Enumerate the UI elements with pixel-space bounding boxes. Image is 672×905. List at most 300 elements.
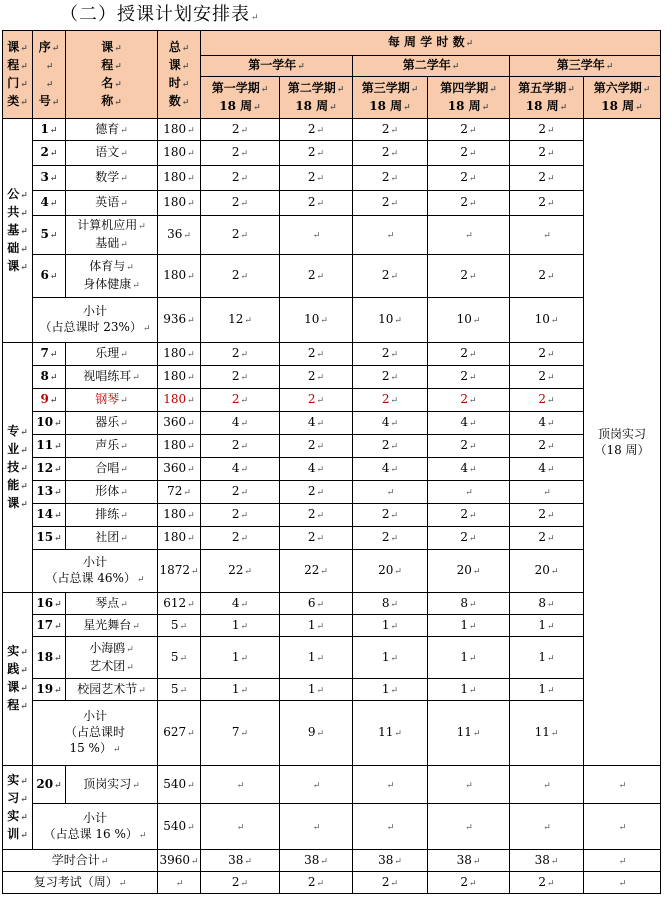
return-mark: ↵ [543,822,551,833]
cell-value: 2 [460,121,469,136]
return-mark: ↵ [472,729,481,739]
cell-value: 2 [381,507,390,521]
return-mark: ↵ [390,442,399,452]
return-mark: ↵ [469,174,477,184]
return-mark: ↵ [469,621,477,632]
return-mark: ↵ [316,442,325,452]
cell-value: 4 [381,461,390,475]
term-label: 第五学期 [518,80,567,95]
cell-text: 15 %） [69,741,112,755]
review-row-hours [158,872,201,894]
return-mark: ↵ [469,878,477,889]
return-mark: ↵ [187,419,195,429]
vert-char: 程 [7,57,20,72]
subtotal-label [33,804,158,850]
cell-value: 36 [167,227,183,241]
cell-value: 2 [460,530,469,544]
return-mark: ↵ [120,488,128,498]
subtotal-label [33,298,158,343]
return-mark: ↵ [316,350,325,360]
header-seq [33,31,66,119]
return-mark: ↵ [390,621,399,632]
cell-value: 2 [538,530,547,544]
return-mark: ↵ [547,199,555,209]
return-mark: ↵ [175,878,184,889]
return-mark: ↵ [451,62,460,72]
return-mark: ↵ [240,373,249,383]
term-hours-cell [280,637,353,679]
term-hours-cell [510,166,584,191]
term-hours-cell [201,458,280,481]
cell-value: 2 [307,369,316,383]
cell-text: 身体健康 [83,277,132,291]
return-mark: ↵ [251,13,260,23]
cell-text: 6 [40,268,49,282]
cell-value: 180 [163,507,187,521]
cell-value: 4 [307,415,316,429]
vert-char: 序 [38,39,51,54]
cell-value: 2 [381,874,390,889]
return-mark: ↵ [240,199,249,209]
subtotal-term [510,804,584,850]
term-hours-cell [280,527,353,550]
category-cell [3,343,33,593]
cell-value: 2 [231,874,240,889]
header-course-name [66,31,158,119]
cell-text: 5 [40,227,49,241]
cell-value: 38 [304,852,320,867]
subtotal-hours [158,804,201,850]
term-hours-cell [353,119,428,141]
cell-value: 540 [163,776,187,791]
cell-value: 2 [307,195,316,209]
return-mark: ↵ [120,419,128,429]
course-row [3,435,661,458]
return-mark: ↵ [20,648,28,658]
year-label: 第二学年 [402,58,451,72]
term-hours-cell [280,458,353,481]
term-hours-cell [201,343,280,366]
return-mark: ↵ [132,621,140,632]
return-mark: ↵ [618,822,627,833]
return-mark: ↵ [49,125,58,136]
term-hours-cell [428,166,510,191]
return-mark: ↵ [618,856,627,867]
term-weeks: 18 周 [295,98,329,113]
term-hours-cell [201,191,280,216]
course-number [33,481,66,504]
return-mark: ↵ [20,499,28,510]
return-mark: ↵ [469,396,477,406]
term-hours-cell [510,615,584,637]
course-row [3,593,661,615]
return-mark: ↵ [547,685,555,696]
return-mark: ↵ [20,481,28,492]
course-name [66,766,158,804]
term-hours-cell [280,481,353,504]
return-mark: ↵ [191,567,199,577]
return-mark: ↵ [187,442,195,452]
cell-text: 13 [36,484,54,498]
header-weekly-hours: 每 周 学 时 数↵ [201,31,661,56]
term-hours-cell [428,191,510,216]
course-name [66,255,158,298]
return-mark: ↵ [20,226,28,237]
return-mark: ↵ [45,61,54,72]
term-hours-cell [201,435,280,458]
cell-value: 20 [378,563,394,577]
term-hours-cell [353,141,428,166]
cell-value: 180 [163,121,187,136]
return-mark: ↵ [54,419,62,429]
return-mark: ↵ [120,125,128,136]
course-number [33,766,66,804]
return-mark: ↵ [316,878,325,889]
cell-text: 合唱 [95,461,120,475]
return-mark: ↵ [100,856,109,867]
header-total-hours [158,31,201,119]
vert-char: 共 [7,204,20,219]
vert-char: 总 [168,39,181,54]
return-mark: ↵ [316,125,325,136]
return-mark: ↵ [120,174,128,184]
return-mark: ↵ [547,465,555,475]
subtotal-term [510,550,584,593]
course-number [33,389,66,412]
total-row-term [201,850,280,872]
cell-text: 顶岗实习 [83,776,132,791]
return-mark: ↵ [20,262,28,273]
cell-text: 星光舞台 [83,617,132,632]
term-hours-cell [428,766,510,804]
term-hours-cell [201,593,280,615]
return-mark: ↵ [240,653,249,664]
subtotal-term [201,298,280,343]
cell-value: 2 [231,268,240,282]
course-number [33,637,66,679]
subtotal-term [428,804,510,850]
cell-value: 1 [307,649,316,664]
total-hours-cell [158,191,201,216]
return-mark: ↵ [51,43,60,54]
term-hours-cell [280,412,353,435]
return-mark: ↵ [469,534,477,544]
return-mark: ↵ [547,534,555,544]
vert-char: 号 [38,93,51,108]
cell-text: 乐理 [95,346,120,360]
vert-char: 课 [7,680,20,694]
vert-char: 践 [7,662,20,676]
return-mark: ↵ [187,373,195,383]
subtotal-term [428,550,510,593]
cell-value: 4 [538,415,547,429]
return-mark: ↵ [489,84,497,95]
term-hours-cell [510,366,584,389]
cell-value: 2 [231,530,240,544]
term-weeks: 18 周 [447,98,481,113]
return-mark: ↵ [132,281,140,291]
vert-char: 门 [7,75,20,90]
return-mark: ↵ [605,62,614,72]
review-row-term [353,872,428,894]
total-hours-cell [158,527,201,550]
cell-text: 20 [36,776,54,791]
return-mark: ↵ [547,350,555,360]
term-hours-cell [280,166,353,191]
cell-value: 2 [381,369,390,383]
cell-text: 小计 [82,709,107,723]
return-mark: ↵ [390,419,399,429]
course-name [66,412,158,435]
cell-value: 20 [456,563,472,577]
vert-char: 实 [7,808,20,823]
return-mark: ↵ [550,567,559,577]
cell-value: 2 [460,438,469,452]
cell-value: 1 [538,681,547,696]
return-mark: ↵ [394,567,402,577]
vert-char: 课 [168,57,181,72]
cell-text: 社团 [95,530,120,544]
return-mark: ↵ [112,745,121,755]
cell-value: 2 [307,530,316,544]
total-hours-cell [158,637,201,679]
term-hours-cell [510,435,584,458]
return-mark: ↵ [312,780,321,791]
cell-value: 2 [538,507,547,521]
subtotal-hours [158,550,201,593]
return-mark: ↵ [20,244,28,255]
course-number [33,504,66,527]
return-mark: ↵ [329,102,337,113]
total-row-term [584,850,661,872]
term-hours-cell [428,593,510,615]
total-hours-cell [158,216,201,255]
term-hours-cell [428,615,510,637]
return-mark: ↵ [54,511,62,521]
return-mark: ↵ [316,488,325,498]
term-hours-cell [280,615,353,637]
cell-value: 2 [307,145,316,159]
course-name [66,679,158,701]
cell-value: 180 [163,346,187,360]
header-year [510,56,661,77]
vert-char: 实 [7,644,20,658]
term-hours-cell [201,615,280,637]
cell-text: （占总课 16 %） [43,826,138,841]
course-row [3,255,661,298]
return-mark: ↵ [481,102,490,113]
return-mark: ↵ [20,702,28,712]
return-mark: ↵ [312,822,321,833]
return-mark: ↵ [187,316,195,326]
term-hours-cell [428,435,510,458]
return-mark: ↵ [390,396,399,406]
return-mark: ↵ [179,685,188,696]
cell-value: 4 [460,415,469,429]
cell-text: 18 [36,649,54,664]
cell-value: 2 [231,346,240,360]
return-mark: ↵ [543,231,551,241]
return-mark: ↵ [642,84,651,95]
return-mark: ↵ [183,231,191,241]
cell-value: 4 [307,461,316,475]
return-mark: ↵ [20,812,28,823]
review-row-term [280,872,353,894]
term-hours-cell [510,191,584,216]
cell-text: 14 [36,507,54,521]
cell-value: 22 [228,563,244,577]
course-number [33,435,66,458]
cell-text: （占总课时 23%） [39,320,142,334]
return-mark: ↵ [120,442,128,452]
table-body [3,119,661,894]
term-weeks: 18 周 [525,98,559,113]
return-mark: ↵ [20,43,28,54]
cell-value: 2 [307,170,316,184]
term-hours-cell [510,412,584,435]
cell-value: 38 [228,852,244,867]
subtotal-term [510,701,584,766]
return-mark: ↵ [316,199,325,209]
cell-value: 2 [381,170,390,184]
return-mark: ↵ [138,685,146,696]
subtotal-term [280,701,353,766]
cell-value: 936 [163,312,187,326]
course-number [33,412,66,435]
cell-text: 声乐 [95,438,120,452]
term-hours-cell [201,216,280,255]
term-hours-cell [353,435,428,458]
cell-text: 4 [40,195,49,209]
subtotal-term [201,550,280,593]
return-mark: ↵ [187,350,195,360]
course-number [33,141,66,166]
total-hours-cell [158,458,201,481]
return-mark: ↵ [390,534,399,544]
total-hours-cell [158,412,201,435]
return-mark: ↵ [244,316,252,326]
cell-value: 2 [381,530,390,544]
header-term [510,77,584,119]
cell-value: 2 [381,195,390,209]
return-mark: ↵ [181,97,190,108]
review-row [3,872,661,894]
course-number [33,366,66,389]
cell-value: 180 [163,369,187,383]
term-hours-cell [428,366,510,389]
course-number [33,593,66,615]
cell-text: 小海鸥 [89,640,126,655]
return-mark: ↵ [316,621,325,632]
cell-value: 2 [231,484,240,498]
term-hours-cell [353,679,428,701]
return-mark: ↵ [183,488,191,498]
course-row [3,766,661,804]
vert-char: 能 [7,477,20,492]
return-mark: ↵ [394,729,402,739]
term-hours-cell [353,593,428,615]
return-mark: ↵ [240,419,249,429]
year-label: 第一学年 [248,58,297,72]
return-mark: ↵ [20,666,28,676]
return-mark: ↵ [126,263,134,273]
return-mark: ↵ [390,199,399,209]
cell-text: 17 [36,617,54,632]
term-hours-cell [353,166,428,191]
subtotal-term [353,550,428,593]
course-row [3,637,661,679]
cell-value: 8 [381,595,390,610]
cell-text: 12 [36,461,54,475]
return-mark: ↵ [120,465,128,475]
cell-value: 612 [163,595,187,610]
cell-text: 形体 [95,484,120,498]
cell-text: 琴点 [95,595,120,610]
cell-value: 2 [460,392,469,406]
term-hours-cell [280,216,353,255]
review-row-label [3,872,158,894]
return-mark: ↵ [390,878,399,889]
return-mark: ↵ [320,856,328,867]
return-mark: ↵ [316,729,325,739]
cell-value: 2 [231,507,240,521]
return-mark: ↵ [316,174,325,184]
cell-text: 11 [36,438,54,452]
vert-char: 类 [7,93,20,108]
return-mark: ↵ [469,442,477,452]
cell-value: 2 [381,268,390,282]
return-mark: ↵ [547,149,555,159]
course-number [33,119,66,141]
return-mark: ↵ [567,84,575,95]
term-weeks: 18 周 [369,98,403,113]
course-row [3,141,661,166]
term-label: 第一学期 [211,80,260,95]
term-hours-cell [201,141,280,166]
cell-value: 2 [460,346,469,360]
term-hours-cell [353,255,428,298]
total-hours-cell [158,481,201,504]
cell-value: 2 [538,438,547,452]
vert-char: 专 [7,423,20,438]
return-mark: ↵ [390,174,399,184]
cell-text: 排练 [95,507,120,521]
cell-value: 22 [304,563,320,577]
cell-value: 1 [538,617,547,632]
return-mark: ↵ [187,780,195,791]
cell-value: 2 [538,170,547,184]
header-term [353,77,428,119]
course-name [66,527,158,550]
return-mark: ↵ [390,125,399,136]
return-mark: ↵ [120,396,128,406]
return-mark: ↵ [469,685,477,696]
course-number [33,527,66,550]
term-hours-cell [201,679,280,701]
cell-value: 4 [381,415,390,429]
return-mark: ↵ [547,511,555,521]
return-mark: ↵ [469,125,477,136]
term-hours-cell [510,458,584,481]
course-row [3,458,661,481]
return-mark: ↵ [618,780,627,791]
total-hours-cell [158,679,201,701]
header-year [353,56,510,77]
return-mark: ↵ [244,567,252,577]
return-mark: ↵ [187,125,195,136]
course-name [66,593,158,615]
subtotal-hours [158,701,201,766]
